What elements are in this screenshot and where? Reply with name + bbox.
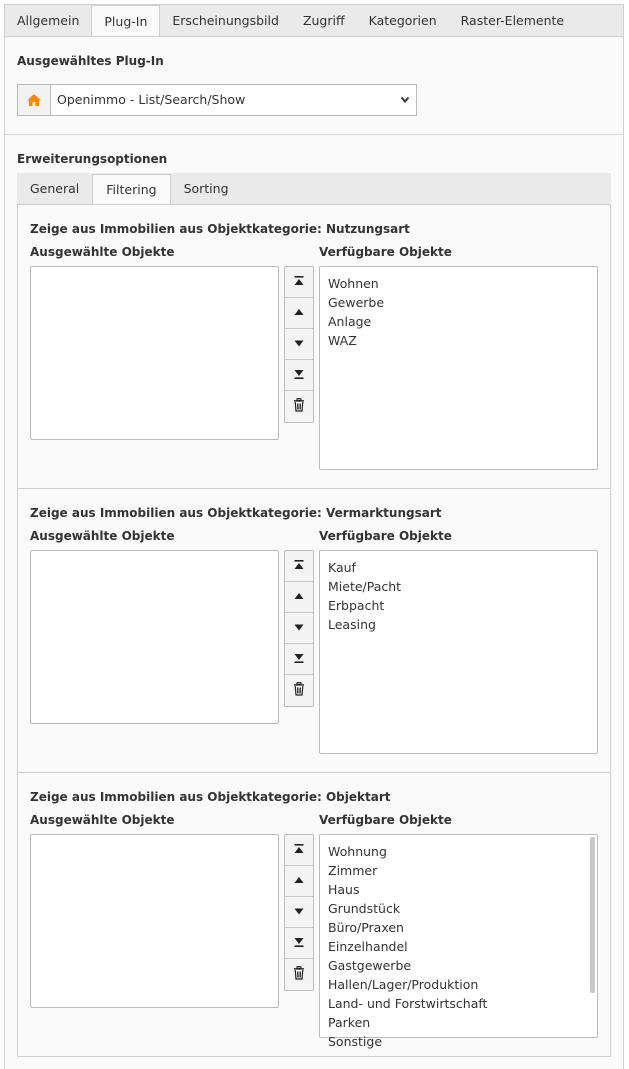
tab-general[interactable]: General <box>30 181 80 196</box>
selected-label: Ausgewählte Objekte <box>30 529 175 543</box>
plugin-heading: Ausgewähltes Plug-In <box>17 54 164 68</box>
tab-plug-in[interactable]: Plug-In <box>91 5 160 38</box>
list-item[interactable]: Parken <box>328 1015 371 1030</box>
move-to-bottom-button[interactable] <box>285 360 313 391</box>
available-objects-list[interactable] <box>319 834 598 1049</box>
move-button-group <box>284 266 314 423</box>
list-item[interactable]: Zimmer <box>328 863 378 878</box>
move-up-button[interactable] <box>285 582 313 613</box>
list-item[interactable]: Anlage <box>328 314 372 329</box>
move-down-icon <box>293 621 305 636</box>
trash-icon <box>293 682 305 699</box>
list-item[interactable]: Gastgewerbe <box>328 958 412 973</box>
filter-group-nutzungsart <box>18 205 610 489</box>
tab-erscheinungsbild[interactable]: Erscheinungsbild <box>172 13 279 28</box>
move-up-icon <box>293 306 305 321</box>
filter-group-vermarktungsart <box>18 489 610 773</box>
remove-button[interactable] <box>285 675 313 706</box>
tab-raster-elemente[interactable]: Raster-Elemente <box>460 13 565 28</box>
trash-icon <box>293 966 305 983</box>
list-item[interactable]: Kauf <box>328 560 356 575</box>
move-up-icon <box>293 874 305 889</box>
move-to-top-icon <box>293 843 305 858</box>
selected-label: Ausgewählte Objekte <box>30 245 175 259</box>
move-to-top-button[interactable] <box>285 551 313 582</box>
selected-label: Ausgewählte Objekte <box>30 813 175 827</box>
list-item[interactable]: Einzelhandel <box>328 939 408 954</box>
available-objects-list[interactable] <box>319 550 598 754</box>
plugin-select-value[interactable]: Openimmo - List/Search/Show <box>51 85 416 115</box>
list-item[interactable]: WAZ <box>328 333 357 348</box>
available-label: Verfügbare Objekte <box>319 245 452 259</box>
move-to-bottom-button[interactable] <box>285 928 313 959</box>
remove-button[interactable] <box>285 959 313 990</box>
extension-heading: Erweiterungsoptionen <box>17 152 168 166</box>
group-title: Zeige aus Immobilien aus Objektkategorie: Nutzungsart <box>30 222 410 236</box>
selected-objects-list[interactable] <box>30 266 279 440</box>
main-tab-bar <box>4 4 624 37</box>
home-icon <box>18 85 51 115</box>
available-label: Verfügbare Objekte <box>319 529 452 543</box>
scrollbar[interactable] <box>590 837 595 993</box>
selected-objects-list[interactable] <box>30 550 279 724</box>
list-item[interactable]: Wohnung <box>328 844 387 859</box>
filtering-panel <box>17 204 611 1057</box>
move-down-button[interactable] <box>285 613 313 644</box>
tab-sorting[interactable]: Sorting <box>183 181 229 196</box>
move-up-button[interactable] <box>285 866 313 897</box>
list-item[interactable]: Leasing <box>328 617 376 632</box>
move-to-bottom-icon <box>293 936 305 951</box>
tab-allgemein[interactable]: Allgemein <box>17 13 80 28</box>
move-down-icon <box>293 337 305 352</box>
plugin-select[interactable] <box>17 84 417 116</box>
list-item[interactable]: Büro/Praxen <box>328 920 404 935</box>
list-item[interactable]: Gewerbe <box>328 295 385 310</box>
group-title: Zeige aus Immobilien aus Objektkategorie: Vermarktungsart <box>30 506 442 520</box>
move-to-top-button[interactable] <box>285 267 313 298</box>
available-label: Verfügbare Objekte <box>319 813 452 827</box>
plugin-panel <box>4 36 624 1069</box>
tab-filtering[interactable]: Filtering <box>92 174 170 206</box>
move-up-icon <box>293 590 305 605</box>
list-item[interactable]: Miete/Pacht <box>328 579 402 594</box>
list-item[interactable]: Grundstück <box>328 901 401 916</box>
list-item[interactable]: Sonstige <box>328 1034 383 1049</box>
filter-group-objektart <box>18 773 610 1057</box>
move-button-group <box>284 550 314 707</box>
list-item[interactable]: Hallen/Lager/Produktion <box>328 977 479 992</box>
move-down-button[interactable] <box>285 897 313 928</box>
tab-zugriff[interactable]: Zugriff <box>302 13 345 28</box>
group-title: Zeige aus Immobilien aus Objektkategorie: Objektart <box>30 790 391 804</box>
move-to-bottom-icon <box>293 652 305 667</box>
available-objects-list[interactable] <box>319 266 598 470</box>
move-down-icon <box>293 905 305 920</box>
extension-tab-bar <box>17 173 611 205</box>
move-to-top-icon <box>293 275 305 290</box>
list-item[interactable]: Land- und Forstwirtschaft <box>328 996 488 1011</box>
move-down-button[interactable] <box>285 329 313 360</box>
chevron-down-icon <box>400 85 410 126</box>
move-to-bottom-icon <box>293 368 305 383</box>
move-to-top-button[interactable] <box>285 835 313 866</box>
move-button-group <box>284 834 314 991</box>
tab-kategorien[interactable]: Kategorien <box>368 13 437 28</box>
move-up-button[interactable] <box>285 298 313 329</box>
divider <box>5 134 623 135</box>
move-to-top-icon <box>293 559 305 574</box>
remove-button[interactable] <box>285 391 313 422</box>
list-item[interactable]: Erbpacht <box>328 598 385 613</box>
trash-icon <box>293 398 305 415</box>
move-to-bottom-button[interactable] <box>285 644 313 675</box>
list-item[interactable]: Wohnen <box>328 276 379 291</box>
selected-objects-list[interactable] <box>30 834 279 1008</box>
list-item[interactable]: Haus <box>328 882 360 897</box>
